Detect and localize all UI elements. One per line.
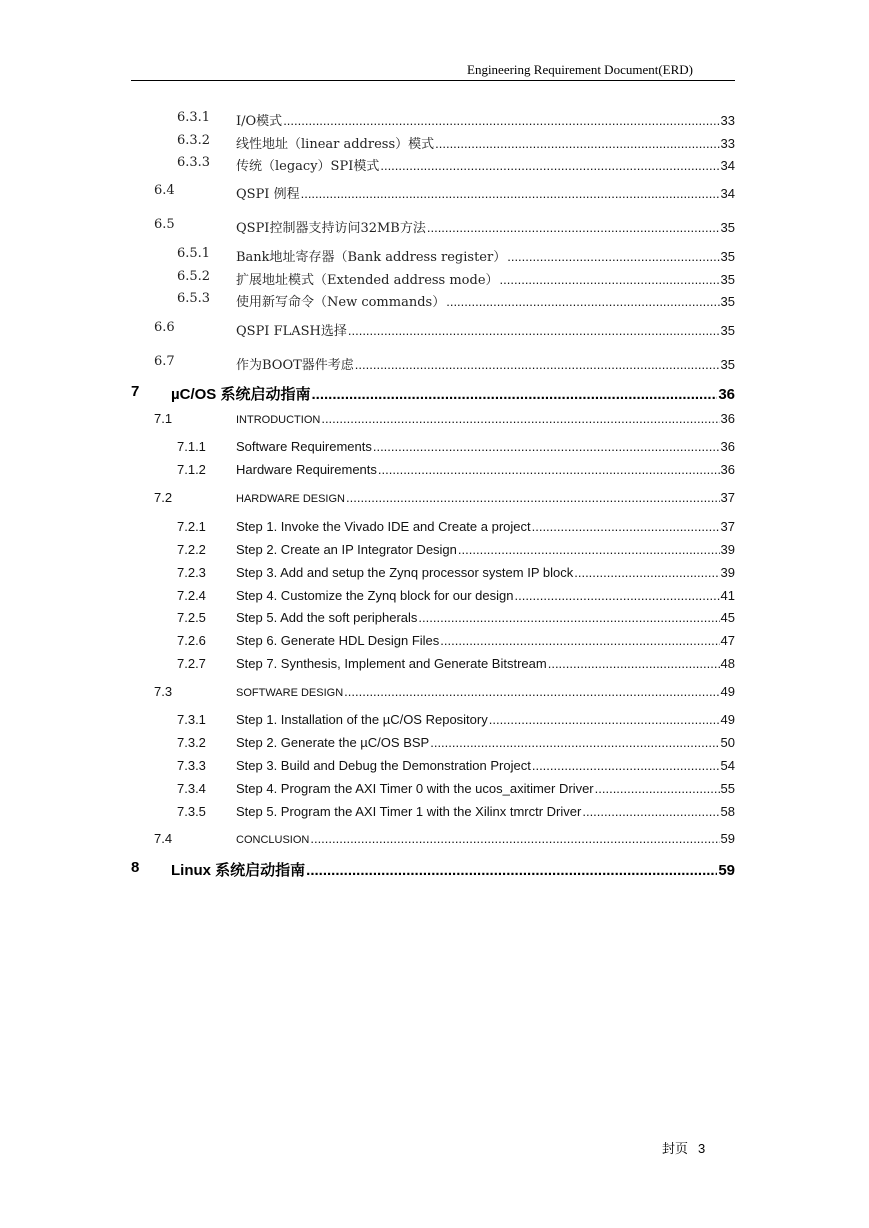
toc-leader	[348, 323, 720, 338]
toc-leader	[532, 519, 720, 534]
toc-page-number: 54	[720, 758, 735, 773]
toc-title: 传统（legacy）SPI模式	[236, 159, 380, 174]
toc-leader	[582, 804, 719, 819]
toc-page-number: 35	[720, 294, 735, 309]
toc-number: 6.5.3	[177, 291, 211, 306]
toc-title: 作为BOOT器件考虑	[236, 358, 354, 373]
toc-title: HARDWARE DESIGN	[236, 493, 345, 505]
toc-leader	[507, 249, 719, 264]
toc-number: 7.2.2	[177, 542, 206, 557]
toc-leader	[500, 272, 720, 287]
toc-page-number: 37	[720, 519, 735, 534]
toc-number: 6.6	[154, 320, 175, 335]
toc-leader	[435, 136, 719, 151]
toc-page-number: 35	[720, 220, 735, 235]
toc-number: 7.3.5	[177, 804, 206, 819]
toc-page-number: 58	[720, 804, 735, 819]
toc-leader	[548, 656, 720, 671]
toc-title: 使用新写命令（New commands）	[236, 295, 446, 310]
toc-number: 7.2.3	[177, 565, 206, 580]
toc-number: 7	[131, 383, 140, 400]
toc-page-number: 37	[720, 490, 735, 505]
toc-leader	[514, 588, 719, 603]
toc-number: 6.5	[154, 217, 175, 232]
toc-number: 7.1	[154, 411, 173, 426]
header-title: Engineering Requirement Document(ERD)	[467, 62, 693, 77]
toc-leader	[355, 357, 720, 372]
toc-page-number: 35	[720, 323, 735, 338]
toc-title: QSPI控制器支持访问32MB方法	[236, 221, 426, 236]
toc-page-number: 59	[720, 831, 735, 846]
toc-number: 6.3.1	[177, 110, 211, 125]
toc-leader	[427, 220, 720, 235]
toc-title: I/O模式	[236, 114, 283, 129]
toc-number: 6.3.3	[177, 155, 211, 170]
toc-leader	[430, 735, 719, 750]
toc-title: Step 2. Create an IP Integrator Design	[236, 542, 457, 557]
toc-page-number: 36	[720, 462, 735, 477]
toc-page-number: 47	[720, 633, 735, 648]
toc-page-number: 34	[720, 186, 735, 201]
toc-leader	[418, 610, 719, 625]
toc-page-number: 49	[720, 712, 735, 727]
toc-page-number: 33	[720, 113, 735, 128]
toc-title: Step 2. Generate the µC/OS BSP	[236, 735, 430, 750]
toc-number: 7.2.6	[177, 633, 206, 648]
toc-page-number: 33	[720, 136, 735, 151]
toc-title: 线性地址（linear address）模式	[236, 137, 435, 152]
toc-number: 8	[131, 859, 140, 876]
toc-title: Step 5. Program the AXI Timer 1 with the Xilinx tmrctr Driver	[236, 804, 582, 819]
toc-number: 7.3.4	[177, 781, 206, 796]
toc-page-number: 36	[718, 386, 735, 403]
toc-title: Linux 系统启动指南	[171, 862, 306, 879]
toc-title: SOFTWARE DESIGN	[236, 687, 344, 699]
toc-number: 7.1.1	[177, 439, 206, 454]
toc-page-number: 48	[720, 656, 735, 671]
toc-page-number: 36	[720, 439, 735, 454]
toc-title: Step 1. Installation of the µC/OS Repository	[236, 712, 488, 727]
toc-number: 7.2.1	[177, 519, 206, 534]
toc-page-number: 39	[720, 565, 735, 580]
toc-number: 7.2.4	[177, 588, 206, 603]
toc-number: 6.3.2	[177, 133, 211, 148]
toc-title: Software Requirements	[236, 439, 372, 454]
toc-page-number: 34	[720, 158, 735, 173]
toc-title: Bank地址寄存器（Bank address register）	[236, 250, 507, 265]
toc-page-number: 59	[718, 862, 735, 879]
toc-leader	[440, 633, 719, 648]
toc-leader	[321, 411, 719, 426]
toc-leader	[380, 158, 719, 173]
toc-number: 7.2.5	[177, 610, 206, 625]
toc-leader	[595, 781, 720, 796]
toc-title: Step 6. Generate HDL Design Files	[236, 633, 440, 648]
toc-title: Hardware Requirements	[236, 462, 377, 477]
toc-page-number: 41	[720, 588, 735, 603]
toc-number: 6.4	[154, 183, 175, 198]
toc-leader	[489, 712, 720, 727]
toc-page-number: 45	[720, 610, 735, 625]
toc-number: 7.3	[154, 684, 173, 699]
toc-title: Step 4. Program the AXI Timer 0 with the ucos_axitimer Driver	[236, 781, 594, 796]
toc-page-number: 35	[720, 272, 735, 287]
footer-page-number: 3	[698, 1141, 706, 1156]
toc-leader	[446, 294, 719, 309]
toc-page-number: 36	[720, 411, 735, 426]
toc-title: CONCLUSION	[236, 834, 310, 846]
toc-number: 6.5.2	[177, 269, 211, 284]
toc-title: Step 1. Invoke the Vivado IDE and Create a project	[236, 519, 531, 534]
toc-number: 7.3.1	[177, 712, 206, 727]
toc-title: Step 4. Customize the Zynq block for our design	[236, 588, 514, 603]
toc-title: 扩展地址模式（Extended address mode）	[236, 273, 499, 288]
toc-title: Step 3. Build and Debug the Demonstration Project	[236, 758, 531, 773]
toc-leader	[532, 758, 720, 773]
toc-leader	[306, 862, 717, 879]
toc-page-number: 39	[720, 542, 735, 557]
toc-page-number: 50	[720, 735, 735, 750]
toc-number: 6.7	[154, 354, 175, 369]
toc-leader	[373, 439, 720, 454]
toc-page-number: 49	[720, 684, 735, 699]
toc-page-number: 35	[720, 249, 735, 264]
toc-title: Step 3. Add and setup the Zynq processor system IP block	[236, 565, 574, 580]
toc-leader	[458, 542, 720, 557]
toc-page-number: 35	[720, 357, 735, 372]
toc-title: QSPI FLASH选择	[236, 324, 347, 339]
toc-page-number: 55	[720, 781, 735, 796]
toc-leader	[311, 386, 717, 403]
toc-number: 7.4	[154, 831, 173, 846]
toc-leader	[301, 186, 720, 201]
toc-title: µC/OS 系统启动指南	[171, 386, 311, 403]
footer-label: 封页	[662, 1142, 689, 1157]
toc-number: 6.5.1	[177, 246, 211, 261]
page-footer	[662, 1138, 705, 1157]
toc-title: INTRODUCTION	[236, 414, 321, 426]
toc-leader	[344, 684, 719, 699]
toc-leader	[283, 113, 719, 128]
toc-number: 7.3.3	[177, 758, 206, 773]
toc-leader	[574, 565, 719, 580]
toc-title: QSPI 例程	[236, 187, 300, 202]
toc-leader	[378, 462, 720, 477]
toc-number: 7.1.2	[177, 462, 206, 477]
toc-title: Step 5. Add the soft peripherals	[236, 610, 418, 625]
toc-title: Step 7. Synthesis, Implement and Generate Bitstream	[236, 656, 547, 671]
toc-number: 7.2.7	[177, 656, 206, 671]
toc-leader	[346, 490, 720, 505]
toc-leader	[310, 831, 719, 846]
toc-number: 7.2	[154, 490, 173, 505]
toc-number: 7.3.2	[177, 735, 206, 750]
